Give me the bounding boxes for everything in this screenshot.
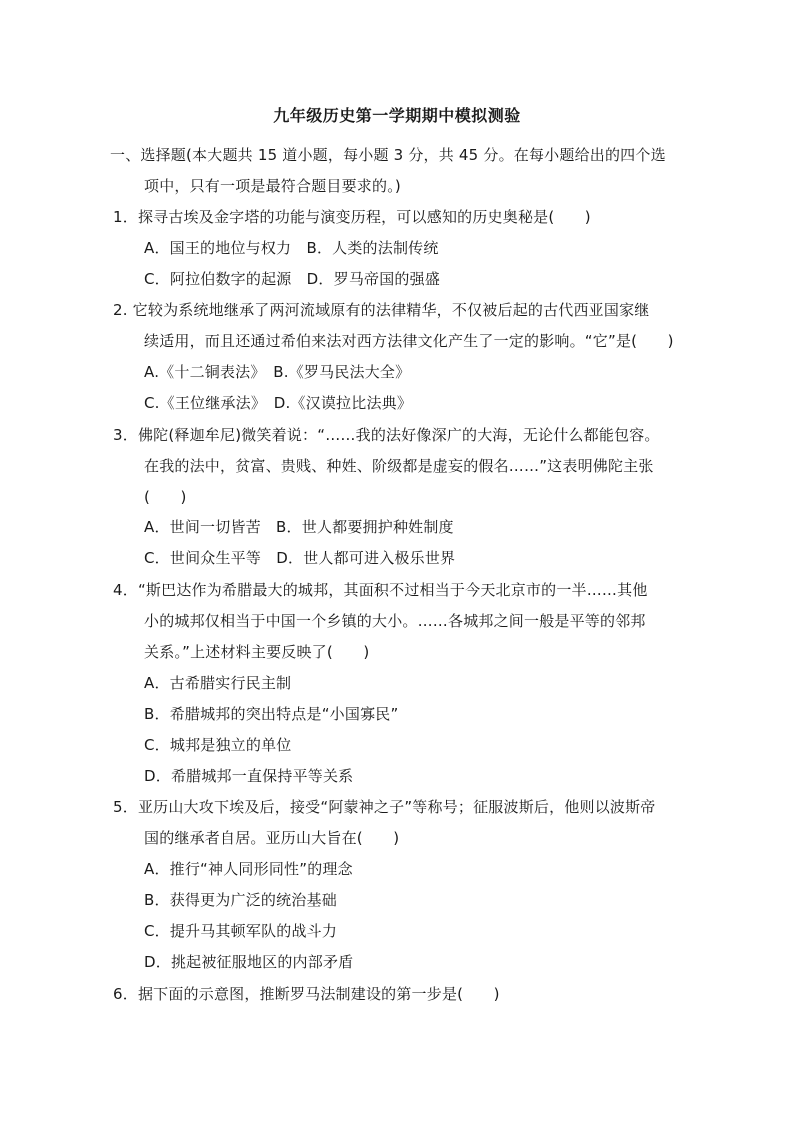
question-5-stem-line-1: 5．亚历山大攻下埃及后，接受“阿蒙神之子”等称号；征服波斯后，他则以波斯帝 [113, 798, 656, 816]
question-4-option-d: D．希腊城邦一直保持平等关系 [144, 767, 354, 785]
question-2-options-ab: A.《十二铜表法》 B.《罗马民法大全》 [144, 363, 411, 381]
question-5-option-b: B．获得更为广泛的统治基础 [144, 891, 337, 909]
question-4-option-b: B．希腊城邦的突出特点是“小国寡民” [144, 705, 399, 723]
question-4-option-a: A．古希腊实行民主制 [144, 674, 292, 692]
question-4-stem-line-2: 小的城邦仅相当于中国一个乡镇的大小。……各城邦之间一般是平等的邻邦 [144, 612, 646, 630]
question-4-stem-line-3: 关系。”上述材料主要反映了( ) [144, 643, 370, 661]
question-1-stem: 1．探寻古埃及金字塔的功能与演变历程，可以感知的历史奥秘是( ) [113, 208, 591, 226]
question-2-options-cd: C.《王位继承法》 D.《汉谟拉比法典》 [144, 394, 413, 412]
question-1-options-cd: C．阿拉伯数字的起源 D．罗马帝国的强盛 [144, 270, 441, 288]
question-3-options-ab: A．世间一切皆苦 B．世人都要拥护种姓制度 [144, 518, 454, 536]
question-5-option-a: A．推行“神人同形同性”的理念 [144, 860, 353, 878]
question-2-stem-line-1: 2. 它较为系统地继承了两河流域原有的法律精华，不仅被后起的古代西亚国家继 [113, 301, 650, 319]
page-title: 九年级历史第一学期期中模拟测验 [273, 106, 521, 125]
question-2-stem-line-2: 续适用，而且还通过希伯来法对西方法律文化产生了一定的影响。“它”是( ) [144, 332, 674, 350]
question-1-options-ab: A．国王的地位与权力 B．人类的法制传统 [144, 239, 439, 257]
question-4-option-c: C．城邦是独立的单位 [144, 736, 292, 754]
question-5-option-d: D．挑起被征服地区的内部矛盾 [144, 953, 354, 971]
question-6-stem: 6．据下面的示意图，推断罗马法制建设的第一步是( ) [113, 985, 500, 1003]
question-3-stem-line-2: 在我的法中，贫富、贵贱、种姓、阶级都是虚妄的假名……”这表明佛陀主张 [144, 457, 654, 475]
question-5-option-c: C．提升马其顿军队的战斗力 [144, 922, 338, 940]
question-3-stem-line-1: 3．佛陀(释迦牟尼)微笑着说：“……我的法好像深广的大海，无论什么都能包容。 [113, 426, 660, 444]
question-5-stem-line-2: 国的继承者自居。亚历山大旨在( ) [144, 829, 400, 847]
question-4-stem-line-1: 4．“斯巴达作为希腊最大的城邦，其面积不过相当于今天北京市的一半……其他 [113, 581, 648, 599]
question-3-options-cd: C．世间众生平等 D．世人都可进入极乐世界 [144, 549, 456, 567]
section-instruction-line-2: 项中，只有一项是最符合题目要求的。) [144, 177, 401, 195]
question-3-stem-line-3: ( ) [144, 488, 187, 506]
section-instruction-line-1: 一、选择题(本大题共 15 道小题，每小题 3 分，共 45 分。在每小题给出的四个选 [110, 146, 666, 164]
